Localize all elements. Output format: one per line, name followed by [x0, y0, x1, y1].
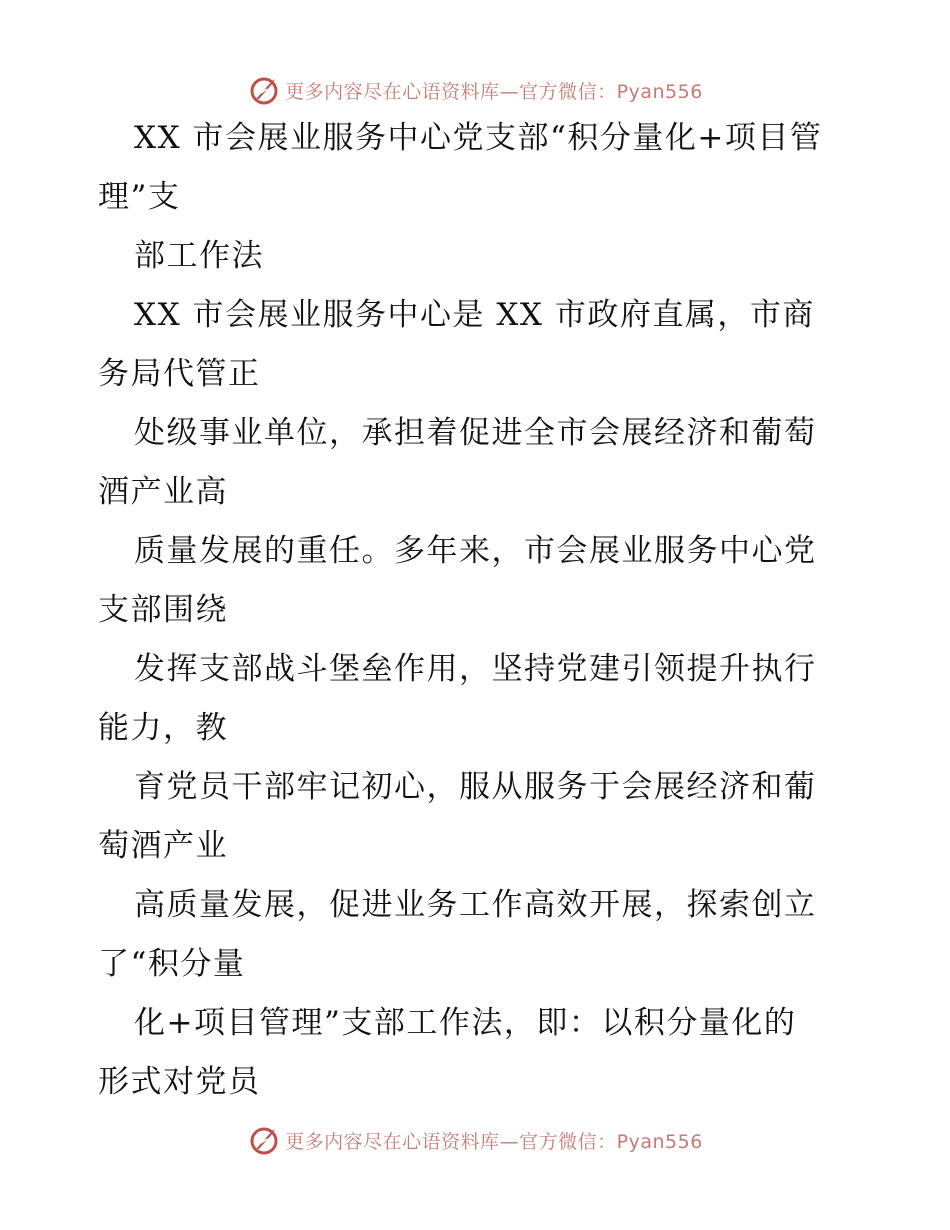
text-line: XX 市会展业服务中心是 XX 市政府直属，市商	[134, 297, 815, 333]
quill-circle-logo-icon	[247, 73, 281, 107]
text-line: XX 市会展业服务中心党支部“积分量化+项目管	[134, 120, 823, 156]
text-line: 发挥支部战斗堡垒作用，坚持党建引领提升执行	[134, 651, 817, 687]
text-line: 能力，教	[98, 710, 228, 746]
text-line: 高质量发展，促进业务工作高效开展，探索创立	[134, 887, 817, 923]
text-line: 化+项目管理”支部工作法，即：以积分量化的	[134, 1005, 797, 1041]
text-line: 育党员干部牢记初心，服从服务于会展经济和葡	[134, 769, 817, 805]
text-line: 务局代管正	[98, 356, 261, 392]
watermark-text: 更多内容尽在心语资料库—官方微信：Pyan556	[285, 1130, 703, 1153]
text-line: 理”支	[98, 179, 181, 215]
text-line: 支部围绕	[98, 592, 228, 628]
text-line: 萄酒产业	[98, 828, 228, 864]
text-line: 处级事业单位，承担着促进全市会展经济和葡萄	[134, 415, 817, 451]
text-line: 形式对党员	[98, 1064, 261, 1100]
text-line: 酒产业高	[98, 474, 228, 510]
text-line: 了“积分量	[98, 946, 246, 982]
text-line: 质量发展的重任。多年来，市会展业服务中心党	[134, 533, 817, 569]
quill-circle-logo-icon	[247, 1123, 281, 1157]
footer-watermark	[0, 1120, 950, 1160]
text-line: 部工作法	[134, 238, 264, 274]
header-watermark	[0, 70, 950, 110]
watermark-text: 更多内容尽在心语资料库—官方微信：Pyan556	[285, 80, 703, 103]
